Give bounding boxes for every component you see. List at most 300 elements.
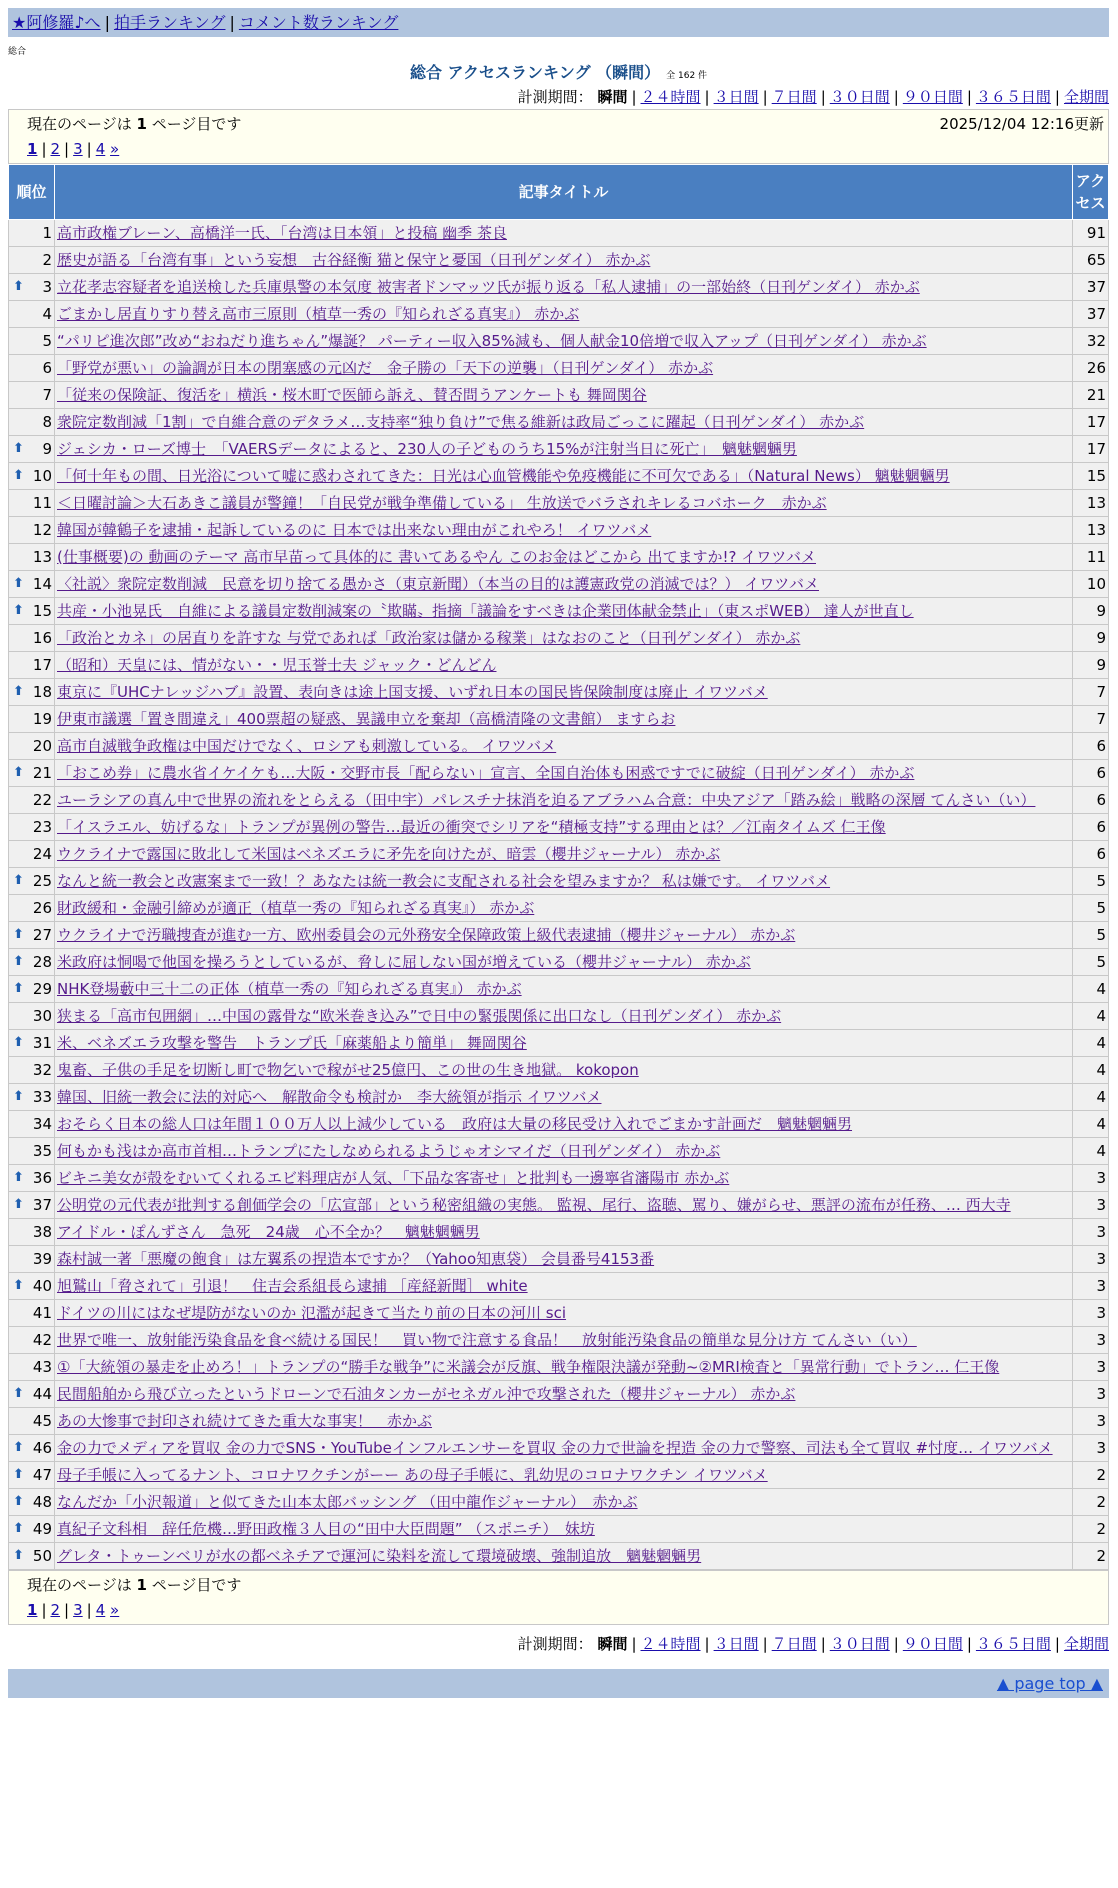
rank-cell bbox=[9, 1003, 55, 1030]
article-title-link[interactable]: 民間船舶から飛び立ったというドローンで石油タンカーがセネガル沖で攻撃された（櫻井ジャーナル） 赤かぶ bbox=[57, 1385, 796, 1403]
article-title-link[interactable]: ジェシカ・ローズ博士 「VAERSデータによると、230人の子どものうち15%が注射当日に死亡」 魑魅魍魎男 bbox=[57, 440, 797, 458]
title-cell bbox=[55, 1192, 1073, 1219]
access-count: 2 bbox=[1073, 1543, 1109, 1570]
period-bottom-current: 瞬間 bbox=[597, 1635, 628, 1653]
table-row bbox=[9, 544, 1109, 571]
access-count: 6 bbox=[1073, 760, 1109, 787]
separator: | bbox=[64, 1601, 70, 1619]
access-count: 91 bbox=[1073, 220, 1109, 247]
access-count: 3 bbox=[1073, 1273, 1109, 1300]
table-row bbox=[9, 625, 1109, 652]
article-title-link[interactable]: 「従来の保険証、復活を」横浜・桜木町で医師ら訴え、賛否問うアンケートも 舞岡関谷 bbox=[57, 386, 647, 404]
access-count: 3 bbox=[1073, 1435, 1109, 1462]
access-count: 2 bbox=[1073, 1489, 1109, 1516]
up-arrow-icon: ⬆ bbox=[13, 1278, 24, 1293]
table-row bbox=[9, 1516, 1109, 1543]
rank-cell bbox=[9, 274, 55, 301]
col-rank-header: 順位 bbox=[9, 165, 55, 220]
article-title-link[interactable]: 狭まる「高市包囲網」…中国の露骨な“欧米巻き込み”で日中の緊張関係に出口なし（日刊ゲンダイ） 赤かぶ bbox=[57, 1007, 782, 1025]
rank-number: 4 bbox=[42, 305, 52, 323]
table-row bbox=[9, 706, 1109, 733]
current-page-number: 1 bbox=[136, 115, 147, 133]
separator: | bbox=[631, 1635, 637, 1653]
pager-top-next-link[interactable]: » bbox=[110, 140, 120, 158]
table-row bbox=[9, 1003, 1109, 1030]
access-count: 37 bbox=[1073, 301, 1109, 328]
article-title-link[interactable]: 世界で唯一、放射能汚染食品を食べ続ける国民！ 買い物で注意する食品！ 放射能汚染食品の簡単な見分け方 てんさい（い） bbox=[57, 1331, 917, 1349]
separator: | bbox=[86, 140, 92, 158]
article-title-link[interactable]: 「イスラエル、妨げるな」トランプが異例の警告…最近の衝突でシリアを“積極支持”する理由とは？／江南タイムズ 仁王像 bbox=[57, 818, 886, 836]
rank-cell bbox=[9, 301, 55, 328]
up-arrow-icon: ⬆ bbox=[13, 468, 24, 483]
period-bottom-link-0[interactable]: ２４時間 bbox=[640, 1635, 701, 1653]
article-title-link[interactable]: おそらく日本の総人口は年間１００万人以上減少している 政府は大量の移民受け入れでごまかす計画だ 魑魅魍魎男 bbox=[57, 1115, 853, 1133]
total-count: 全 162 件 bbox=[666, 71, 708, 81]
title-cell bbox=[55, 787, 1073, 814]
title-cell bbox=[55, 517, 1073, 544]
rank-number: 50 bbox=[32, 1547, 52, 1565]
table-row bbox=[9, 868, 1109, 895]
access-count: 4 bbox=[1073, 1111, 1109, 1138]
title-cell bbox=[55, 247, 1073, 274]
separator: | bbox=[893, 1635, 899, 1653]
access-count: 15 bbox=[1073, 463, 1109, 490]
title-cell bbox=[55, 409, 1073, 436]
table-row bbox=[9, 247, 1109, 274]
access-count: 9 bbox=[1073, 598, 1109, 625]
rank-number: 38 bbox=[32, 1223, 52, 1241]
access-count: 5 bbox=[1073, 895, 1109, 922]
rank-cell bbox=[9, 517, 55, 544]
rank-number: 13 bbox=[32, 548, 52, 566]
rank-cell bbox=[9, 1354, 55, 1381]
title-cell bbox=[55, 355, 1073, 382]
rank-number: 42 bbox=[32, 1331, 52, 1349]
rank-number: 17 bbox=[32, 656, 52, 674]
title-cell bbox=[55, 1165, 1073, 1192]
article-title-link[interactable]: ウクライナで汚職捜査が進む一方、欧州委員会の元外務安全保障政策上級代表逮捕（櫻井ジャーナル） 赤かぶ bbox=[57, 926, 796, 944]
title-cell bbox=[55, 625, 1073, 652]
rank-number: 11 bbox=[32, 494, 52, 512]
title-cell bbox=[55, 1138, 1073, 1165]
table-row bbox=[9, 679, 1109, 706]
access-count: 37 bbox=[1073, 274, 1109, 301]
article-title-link[interactable]: “パリピ進次郎”改め“おねだり進ちゃん”爆誕？ パーティー収入85%減も、個人献金10倍増で収入アップ（日刊ゲンダイ） 赤かぶ bbox=[57, 332, 927, 350]
period-top-link-2[interactable]: ７日間 bbox=[771, 88, 817, 106]
pager-bottom-page-link-0[interactable]: 2 bbox=[50, 1601, 61, 1619]
article-title-link[interactable]: 東京に『UHCナレッジハブ』設置、表向きは途上国支援、いずれ日本の国民皆保険制度は廃止 イワツバメ bbox=[57, 683, 768, 701]
access-count: 3 bbox=[1073, 1192, 1109, 1219]
updated-timestamp: 2025/12/04 12:16更新 bbox=[939, 115, 1104, 133]
article-title-link[interactable]: ウクライナで露国に敗北して米国はベネズエラに矛先を向けたが、暗雲（櫻井ジャーナル） 赤かぶ bbox=[57, 845, 721, 863]
rank-number: 20 bbox=[32, 737, 52, 755]
rank-cell bbox=[9, 463, 55, 490]
table-row bbox=[9, 1165, 1109, 1192]
rank-number: 28 bbox=[32, 953, 52, 971]
title-cell bbox=[55, 328, 1073, 355]
table-row bbox=[9, 814, 1109, 841]
rank-cell bbox=[9, 733, 55, 760]
period-top-link-1[interactable]: ３日間 bbox=[713, 88, 759, 106]
access-count: 3 bbox=[1073, 1327, 1109, 1354]
article-title-link[interactable]: ビキニ美女が殻をむいてくれるエビ料理店が人気、「下品な客寄せ」と批判も一邊寧省瀋陽市 赤かぶ bbox=[57, 1169, 730, 1187]
rank-cell bbox=[9, 355, 55, 382]
title-cell bbox=[55, 1057, 1073, 1084]
rank-cell bbox=[9, 841, 55, 868]
access-count: 32 bbox=[1073, 328, 1109, 355]
article-title-link[interactable]: なんだか「小沢報道」と似てきた山本太郎バッシング （田中龍作ジャーナル） 赤かぶ bbox=[57, 1493, 638, 1511]
period-bottom-link-6[interactable]: 全期間 bbox=[1063, 1635, 1109, 1653]
article-title-link[interactable]: ①「大統領の暴走を止めろ！」トランプの“勝手な戦争”に米議会が反旗、戦争権限決議が発動~②MRI検査と「異常行動」でトラン… 仁王像 bbox=[57, 1358, 1000, 1376]
table-row bbox=[9, 274, 1109, 301]
table-row bbox=[9, 895, 1109, 922]
article-title-link[interactable]: 「野党が悪い」の論調が日本の閉塞感の元凶だ 金子勝の「天下の逆襲」（日刊ゲンダイ） 赤かぶ bbox=[57, 359, 714, 377]
table-row bbox=[9, 787, 1109, 814]
access-count: 3 bbox=[1073, 1381, 1109, 1408]
rank-cell bbox=[9, 409, 55, 436]
title-cell bbox=[55, 652, 1073, 679]
title-cell bbox=[55, 1489, 1073, 1516]
title-cell bbox=[55, 571, 1073, 598]
access-count: 5 bbox=[1073, 868, 1109, 895]
table-row bbox=[9, 760, 1109, 787]
up-arrow-icon: ⬆ bbox=[13, 603, 24, 618]
article-title-link[interactable]: 歴史が語る「台湾有事」という妄想 古谷経衡 猫と保守と憂国（日刊ゲンダイ） 赤かぶ bbox=[57, 251, 651, 269]
access-count: 6 bbox=[1073, 841, 1109, 868]
period-top-link-3[interactable]: ３０日間 bbox=[829, 88, 890, 106]
rank-cell bbox=[9, 1543, 55, 1570]
table-row bbox=[9, 1462, 1109, 1489]
rank-number: 40 bbox=[32, 1277, 52, 1295]
access-count: 3 bbox=[1073, 1300, 1109, 1327]
rank-number: 41 bbox=[32, 1304, 52, 1322]
article-title-link[interactable]: 公明党の元代表が批判する創価学会の「広宣部」という秘密組織の実態。 監視、尾行、盗聴、罵り、嫌がらせ、悪評の流布が任務、… 西大寺 bbox=[57, 1196, 1011, 1214]
rank-cell bbox=[9, 382, 55, 409]
title-cell bbox=[55, 895, 1073, 922]
table-row bbox=[9, 1381, 1109, 1408]
article-title-link[interactable]: ＜日曜討論＞大石あきこ議員が警鐘！「自民党が戦争準備している」 生放送でバラされキレるコバホーク 赤かぶ bbox=[57, 494, 827, 512]
ranking-rows bbox=[9, 220, 1109, 1570]
access-count: 4 bbox=[1073, 976, 1109, 1003]
access-count: 4 bbox=[1073, 1084, 1109, 1111]
pager-bottom-page-link-1[interactable]: 3 bbox=[73, 1601, 83, 1619]
period-top-link-5[interactable]: ３６５日間 bbox=[975, 88, 1051, 106]
up-arrow-icon: ⬆ bbox=[13, 279, 24, 294]
article-title-link[interactable]: 財政緩和・金融引締めが適正（植草一秀の『知られざる真実』） 赤かぶ bbox=[57, 899, 535, 917]
table-row bbox=[9, 976, 1109, 1003]
status-prefix: 現在のページは bbox=[27, 1576, 132, 1594]
title-cell bbox=[55, 1246, 1073, 1273]
rank-number: 24 bbox=[32, 845, 52, 863]
table-row bbox=[9, 1246, 1109, 1273]
period-top-link-4[interactable]: ９０日間 bbox=[902, 88, 963, 106]
period-bottom-link-1[interactable]: ３日間 bbox=[713, 1635, 759, 1653]
rank-cell bbox=[9, 787, 55, 814]
period-bottom-link-5[interactable]: ３６５日間 bbox=[975, 1635, 1051, 1653]
status-suffix: ページ目です bbox=[151, 1576, 242, 1594]
title-cell bbox=[55, 1543, 1073, 1570]
table-row bbox=[9, 463, 1109, 490]
period-top-link-6[interactable]: 全期間 bbox=[1063, 88, 1109, 106]
access-count: 6 bbox=[1073, 787, 1109, 814]
rank-cell bbox=[9, 247, 55, 274]
rank-number: 22 bbox=[32, 791, 52, 809]
rank-number: 47 bbox=[32, 1466, 52, 1484]
rank-cell bbox=[9, 679, 55, 706]
separator: | bbox=[820, 88, 826, 106]
up-arrow-icon: ⬆ bbox=[13, 1035, 24, 1050]
rank-cell bbox=[9, 1516, 55, 1543]
rank-number: 35 bbox=[32, 1142, 52, 1160]
table-row bbox=[9, 1489, 1109, 1516]
title-cell bbox=[55, 1300, 1073, 1327]
table-row bbox=[9, 1408, 1109, 1435]
title-cell bbox=[55, 706, 1073, 733]
article-title-link[interactable]: 「おこめ券」に農水省イケイケも…大阪・交野市長「配らない」宣言、全国自治体も困惑ですでに破綻（日刊ゲンダイ） 赤かぶ bbox=[57, 764, 915, 782]
access-count: 3 bbox=[1073, 1165, 1109, 1192]
access-count: 5 bbox=[1073, 949, 1109, 976]
access-count: 13 bbox=[1073, 490, 1109, 517]
rank-cell bbox=[9, 706, 55, 733]
rank-cell bbox=[9, 1192, 55, 1219]
table-row bbox=[9, 598, 1109, 625]
access-count: 4 bbox=[1073, 1030, 1109, 1057]
table-row bbox=[9, 382, 1109, 409]
article-title-link[interactable]: 旭鷲山「脅されて」引退！ 住吉会系組長ら逮捕 ［産経新聞］ white bbox=[57, 1277, 528, 1295]
clap-ranking-link[interactable]: 拍手ランキング bbox=[113, 13, 226, 32]
rank-cell bbox=[9, 1246, 55, 1273]
rank-number: 43 bbox=[32, 1358, 52, 1376]
rank-cell bbox=[9, 1219, 55, 1246]
rank-cell bbox=[9, 1462, 55, 1489]
access-count: 4 bbox=[1073, 1138, 1109, 1165]
category-label: 総合 bbox=[8, 47, 27, 57]
pager-top bbox=[8, 109, 1109, 164]
rank-cell bbox=[9, 760, 55, 787]
up-arrow-icon: ⬆ bbox=[13, 981, 24, 996]
table-row bbox=[9, 517, 1109, 544]
rank-number: 15 bbox=[32, 602, 52, 620]
rank-number: 9 bbox=[42, 440, 52, 458]
access-count: 2 bbox=[1073, 1516, 1109, 1543]
rank-number: 39 bbox=[32, 1250, 52, 1268]
article-title-link[interactable]: 伊東市議選「置き間違え」400票超の疑惑、異議申立を棄却（高橋清隆の文書館） ますらお bbox=[57, 710, 676, 728]
rank-number: 44 bbox=[32, 1385, 52, 1403]
rank-number: 3 bbox=[42, 278, 52, 296]
rank-number: 36 bbox=[32, 1169, 52, 1187]
up-arrow-icon: ⬆ bbox=[13, 873, 24, 888]
table-row bbox=[9, 1354, 1109, 1381]
rank-cell bbox=[9, 1273, 55, 1300]
article-title-link[interactable]: 何もかも浅はか高市首相…トランプにたしなめられるようじゃオシマイだ（日刊ゲンダイ） 赤かぶ bbox=[57, 1142, 721, 1160]
table-row bbox=[9, 409, 1109, 436]
title-cell bbox=[55, 274, 1073, 301]
article-title-link[interactable]: 鬼畜、子供の手足を切断し町で物乞いで稼がせ25億円、この世の生き地獄。 kokopon bbox=[57, 1061, 639, 1079]
title-cell bbox=[55, 1084, 1073, 1111]
access-count: 10 bbox=[1073, 571, 1109, 598]
title-cell bbox=[55, 382, 1073, 409]
article-title-link[interactable]: グレタ・トゥーンベリが水の都ベネチアで運河に染料を流して環境破壊、強制追放 魑魅魍魎男 bbox=[57, 1547, 702, 1565]
rank-number: 16 bbox=[32, 629, 52, 647]
article-title-link[interactable]: 衆院定数削減「1割」で自維合意のデタラメ…支持率“独り負け”で焦る維新は政局ごっこに躍起（日刊ゲンダイ） 赤かぶ bbox=[57, 413, 865, 431]
up-arrow-icon: ⬆ bbox=[13, 954, 24, 969]
article-title-link[interactable]: 森村誠一著「悪魔の飽食」は左翼系の捏造本ですか？（Yahoo知恵袋） 会員番号4153番 bbox=[57, 1250, 655, 1268]
pager-top-status bbox=[27, 112, 241, 137]
article-title-link[interactable]: あの大惨事で封印され続けてきた重大な事実！ 赤かぶ bbox=[57, 1412, 433, 1430]
pager-top-page-link-2[interactable]: 4 bbox=[95, 140, 106, 158]
separator: | bbox=[1054, 1635, 1060, 1653]
rank-cell bbox=[9, 220, 55, 247]
article-title-link[interactable]: 高市政権ブレーン、高橋洋一氏、「台湾は日本領」と投稿 幽季 茶良 bbox=[57, 224, 507, 242]
article-title-link[interactable]: 韓国が韓鶴子を逮捕・起訴しているのに 日本では出来ない理由がこれやろ！ イワツバメ bbox=[57, 521, 652, 539]
ranking-table bbox=[8, 164, 1109, 1570]
access-count: 4 bbox=[1073, 1003, 1109, 1030]
article-title-link[interactable]: ユーラシアの真ん中で世界の流れをとらえる（田中宇）パレスチナ抹消を迫るアブラハム合意：中央アジア「踏み絵」戦略の深層 てんさい（い） bbox=[57, 791, 1036, 809]
table-row bbox=[9, 490, 1109, 517]
up-arrow-icon: ⬆ bbox=[13, 1440, 24, 1455]
rank-cell bbox=[9, 328, 55, 355]
table-row bbox=[9, 1057, 1109, 1084]
rank-number: 46 bbox=[32, 1439, 52, 1457]
article-title-link[interactable]: アイドル・ぽんずさん 急死 24歳 心不全か？ 魑魅魍魎男 bbox=[57, 1223, 480, 1241]
rank-cell bbox=[9, 814, 55, 841]
table-row bbox=[9, 220, 1109, 247]
article-title-link[interactable]: 米政府は恫喝で他国を操ろうとしているが、脅しに屈しない国が増えている（櫻井ジャーナル） 赤かぶ bbox=[57, 953, 751, 971]
article-title-link[interactable]: ドイツの川にはなぜ堤防がないのか 氾濫が起きて当たり前の日本の河川 sci bbox=[57, 1304, 567, 1322]
article-title-link[interactable]: 「政治とカネ」の居直りを許すな 与党であれば「政治家は儲かる稼業」はなおのこと（日刊ゲンダイ） 赤かぶ bbox=[57, 629, 801, 647]
rank-number: 48 bbox=[32, 1493, 52, 1511]
table-row bbox=[9, 1111, 1109, 1138]
period-bottom-link-2[interactable]: ７日間 bbox=[771, 1635, 817, 1653]
table-row bbox=[9, 652, 1109, 679]
article-title-link[interactable]: なんと統一教会と改憲案まで一致！？あなたは統一教会に支配される社会を望みますか？ 私は嫌です。 イワツバメ bbox=[57, 872, 831, 890]
footer-bar bbox=[8, 1669, 1109, 1698]
rank-cell bbox=[9, 868, 55, 895]
table-row bbox=[9, 1273, 1109, 1300]
period-bottom-link-4[interactable]: ９０日間 bbox=[902, 1635, 963, 1653]
table-row bbox=[9, 571, 1109, 598]
title-cell bbox=[55, 1003, 1073, 1030]
pager-top-page-current[interactable]: 1 bbox=[27, 140, 38, 158]
access-count: 17 bbox=[1073, 436, 1109, 463]
separator: | bbox=[86, 1601, 92, 1619]
title-cell bbox=[55, 733, 1073, 760]
rank-number: 7 bbox=[42, 386, 52, 404]
rank-cell bbox=[9, 571, 55, 598]
rank-number: 18 bbox=[32, 683, 52, 701]
table-row bbox=[9, 949, 1109, 976]
rank-cell bbox=[9, 895, 55, 922]
article-title-link[interactable]: 高市自滅戦争政権は中国だけでなく、ロシアも刺激している。 イワツバメ bbox=[57, 737, 557, 755]
comment-ranking-link[interactable]: コメント数ランキング bbox=[238, 13, 399, 32]
table-row bbox=[9, 1543, 1109, 1570]
article-title-link[interactable]: 金の力でメディアを買収 金の力でSNS・YouTubeインフルエンサーを買収 金の力で世論を捏造 金の力で警察、司法も全て買収 #忖度… イワツバメ bbox=[57, 1439, 1053, 1457]
access-count: 3 bbox=[1073, 1354, 1109, 1381]
rank-cell bbox=[9, 1381, 55, 1408]
rank-cell bbox=[9, 976, 55, 1003]
article-title-link[interactable]: 共産・小池晃氏 自維による議員定数削減案の〝欺瞞〟指摘「議論をすべきは企業団体献金禁止」（東スポWEB） 達人が世直し bbox=[57, 602, 914, 620]
back-link[interactable]: ★阿修羅♪へ bbox=[12, 13, 101, 32]
access-count: 13 bbox=[1073, 517, 1109, 544]
period-top-link-0[interactable]: ２４時間 bbox=[640, 88, 701, 106]
title-cell bbox=[55, 220, 1073, 247]
pager-bottom-next-link[interactable]: » bbox=[110, 1601, 120, 1619]
table-row bbox=[9, 841, 1109, 868]
title-cell bbox=[55, 949, 1073, 976]
separator: | bbox=[893, 88, 899, 106]
title-cell bbox=[55, 1462, 1073, 1489]
article-title-link[interactable]: 米、ベネズエラ攻撃を警告 トランプ氏「麻薬船より簡単」 舞岡関谷 bbox=[57, 1034, 527, 1052]
article-title-link[interactable]: 「何十年もの間、日光浴について嘘に惑わされてきた：日光は心血管機能や免疫機能に不可欠である」（Natural News） 魑魅魍魎男 bbox=[57, 467, 950, 485]
access-count: 7 bbox=[1073, 679, 1109, 706]
title-cell bbox=[55, 490, 1073, 517]
separator: | bbox=[41, 1601, 47, 1619]
rank-number: 6 bbox=[42, 359, 52, 377]
article-title-link[interactable]: 母子手帳に入ってるナント、コロナワクチンがーー あの母子手帳に、乳幼児のコロナワクチン イワツバメ bbox=[57, 1466, 768, 1484]
article-title-link[interactable]: 〈社説〉衆院定数削減 民意を切り捨てる愚かさ（東京新聞）（本当の目的は護憲政党の消滅では？） イワツバメ bbox=[57, 575, 819, 593]
pager-top-page-link-1[interactable]: 3 bbox=[73, 140, 83, 158]
table-row bbox=[9, 1030, 1109, 1057]
title-cell bbox=[55, 1273, 1073, 1300]
access-count: 6 bbox=[1073, 733, 1109, 760]
page-top-link[interactable]: ▲ page top ▲ bbox=[996, 1674, 1103, 1693]
up-arrow-icon: ⬆ bbox=[13, 1170, 24, 1185]
title-cell bbox=[55, 868, 1073, 895]
period-bottom-link-3[interactable]: ３０日間 bbox=[829, 1635, 890, 1653]
table-row bbox=[9, 1435, 1109, 1462]
rank-number: 25 bbox=[32, 872, 52, 890]
separator: | bbox=[631, 88, 637, 106]
pager-bottom-page-current[interactable]: 1 bbox=[27, 1601, 38, 1619]
period-bottom-label: 計測期間： bbox=[517, 1635, 593, 1653]
rank-number: 1 bbox=[42, 224, 52, 242]
access-count: 3 bbox=[1073, 1246, 1109, 1273]
current-page-number: 1 bbox=[136, 1576, 147, 1594]
article-title-link[interactable]: 立花孝志容疑者を追送検した兵庫県警の本気度 被害者ドンマッツ氏が振り返る「私人逮捕」の一部始終（日刊ゲンダイ） 赤かぶ bbox=[57, 278, 920, 296]
title-cell bbox=[55, 679, 1073, 706]
title-cell bbox=[55, 301, 1073, 328]
pager-bottom-page-link-2[interactable]: 4 bbox=[95, 1601, 106, 1619]
rank-number: 21 bbox=[32, 764, 52, 782]
pager-top-page-link-0[interactable]: 2 bbox=[50, 140, 61, 158]
title-cell bbox=[55, 841, 1073, 868]
rank-cell bbox=[9, 1057, 55, 1084]
col-title-header: 記事タイトル bbox=[55, 165, 1073, 220]
title-cell bbox=[55, 598, 1073, 625]
access-count: 3 bbox=[1073, 1219, 1109, 1246]
up-arrow-icon: ⬆ bbox=[13, 1467, 24, 1482]
access-count: 65 bbox=[1073, 247, 1109, 274]
article-title-link[interactable]: (仕事概要)の 動画のテーマ 高市早苗って具体的に 書いてあるやん このお金はどこから 出てますか!? イワツバメ bbox=[57, 548, 816, 566]
rank-number: 26 bbox=[32, 899, 52, 917]
article-title-link[interactable]: （昭和）天皇には、情がない・・児玉誉士夫 ジャック・どんどん bbox=[57, 656, 497, 674]
table-row bbox=[9, 355, 1109, 382]
up-arrow-icon: ⬆ bbox=[13, 1089, 24, 1104]
article-title-link[interactable]: 韓国、旧統一教会に法的対応へ 解散命令も検討か 李大統領が指示 イワツバメ bbox=[57, 1088, 602, 1106]
access-count: 7 bbox=[1073, 706, 1109, 733]
rank-number: 8 bbox=[42, 413, 52, 431]
table-row bbox=[9, 1192, 1109, 1219]
separator: | bbox=[704, 1635, 710, 1653]
rank-cell bbox=[9, 436, 55, 463]
access-count: 5 bbox=[1073, 922, 1109, 949]
rank-number: 37 bbox=[32, 1196, 52, 1214]
up-arrow-icon: ⬆ bbox=[13, 765, 24, 780]
article-title-link[interactable]: NHK登場藪中三十二の正体（植草一秀の『知られざる真実』） 赤かぶ bbox=[57, 980, 522, 998]
article-title-link[interactable]: ごまかし居直りすり替え高市三原則（植草一秀の『知られざる真実』） 赤かぶ bbox=[57, 305, 580, 323]
title-cell bbox=[55, 1030, 1073, 1057]
article-title-link[interactable]: 真紀子文科相 辞任危機…野田政権３人目の“田中大臣問題” （スポニチ） 妹坊 bbox=[57, 1520, 595, 1538]
